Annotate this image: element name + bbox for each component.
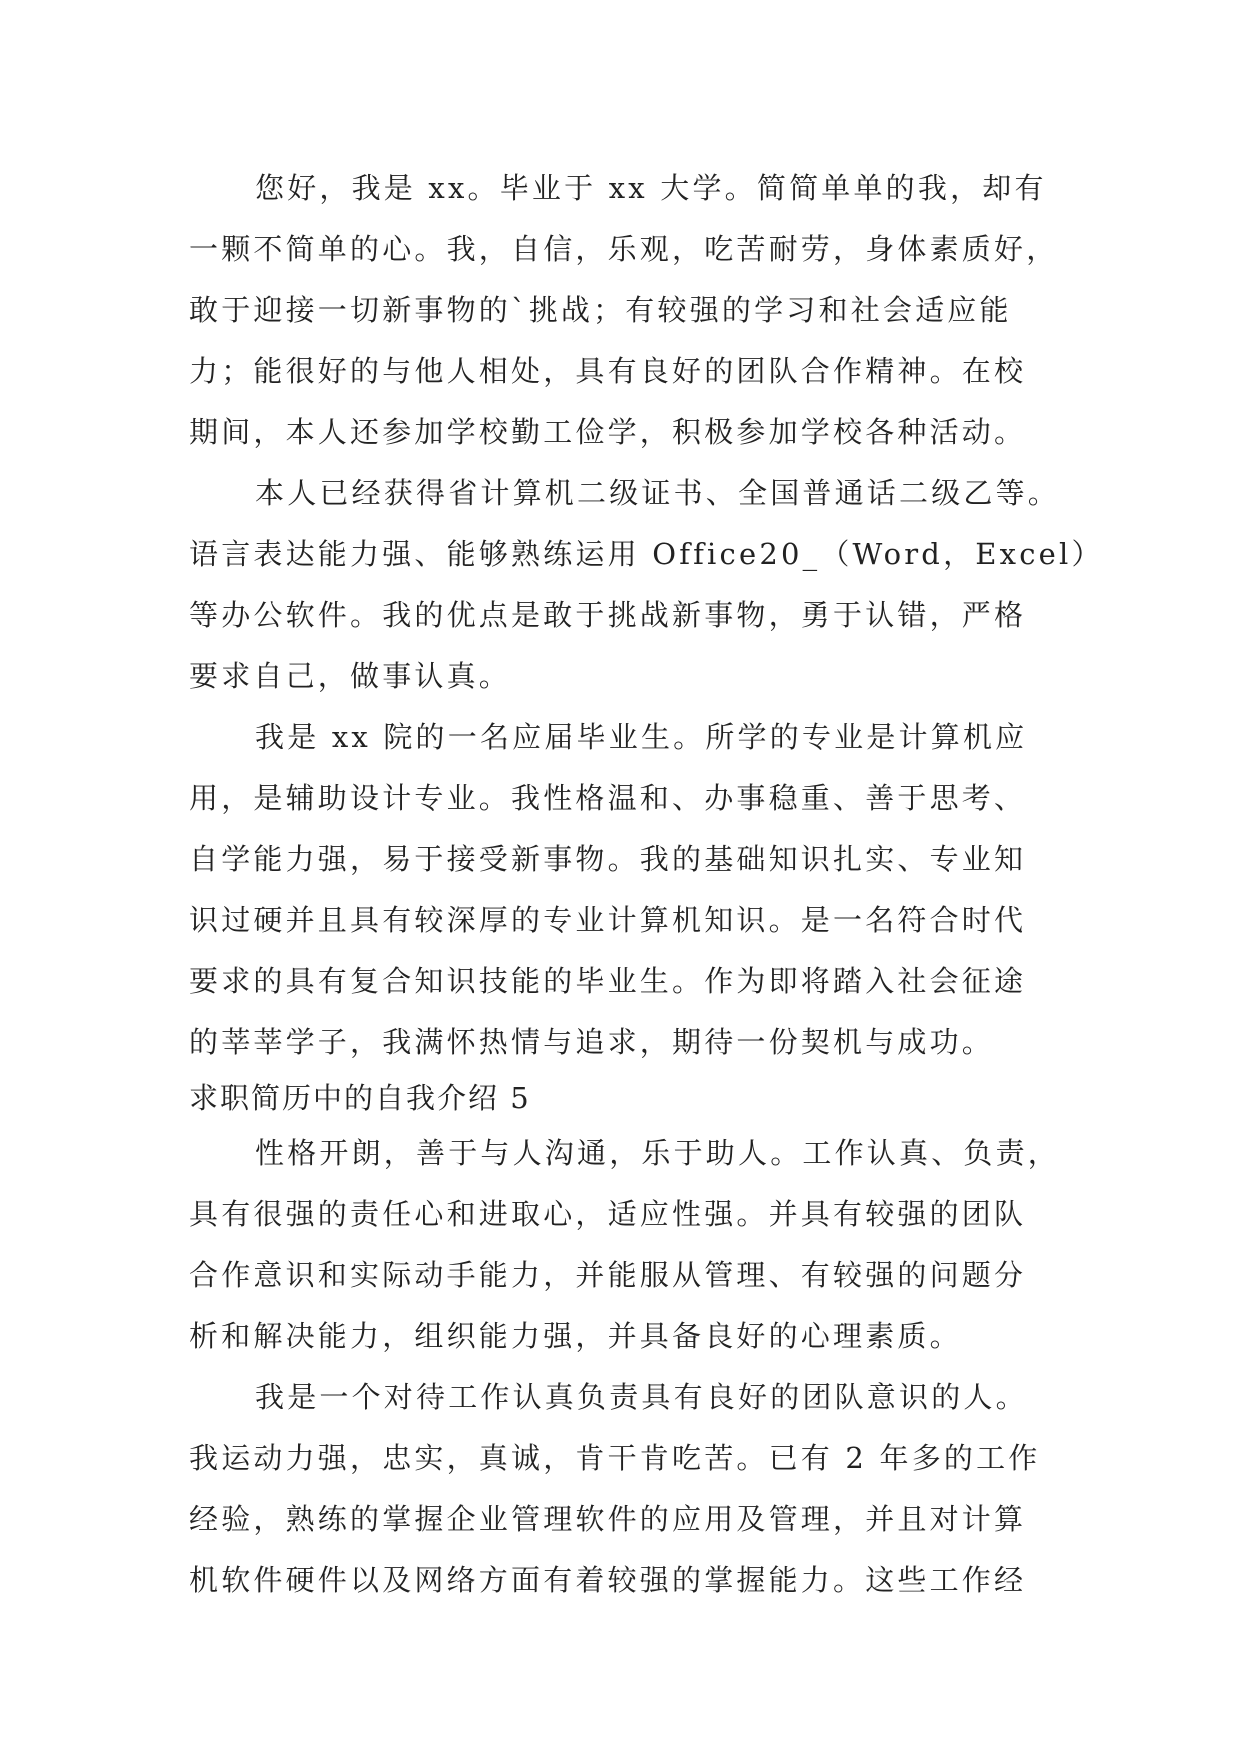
paragraph-line: 性格开朗，善于与人沟通，乐于助人。工作认真、负责， bbox=[255, 1136, 1061, 1170]
section-heading: 求职简历中的自我介绍 5 bbox=[189, 1081, 531, 1115]
paragraph-line: 析和解决能力，组织能力强，并具备良好的心理素质。 bbox=[189, 1319, 962, 1353]
paragraph-line: 语言表达能力强、能够熟练运用 Office20_（Word，Excel） bbox=[189, 537, 1104, 571]
paragraph-line: 合作意识和实际动手能力，并能服从管理、有较强的问题分 bbox=[189, 1258, 1027, 1292]
paragraph-line: 我是 xx 院的一名应届毕业生。所学的专业是计算机应 bbox=[255, 720, 1028, 754]
paragraph-2 bbox=[189, 463, 1104, 707]
paragraph-line: 等办公软件。我的优点是敢于挑战新事物，勇于认错，严格 bbox=[189, 598, 1027, 632]
paragraph-line: 具有很强的责任心和进取心，适应性强。并具有较强的团队 bbox=[189, 1197, 1027, 1231]
paragraph-3 bbox=[189, 707, 1069, 1073]
paragraph-line: 要求自己，做事认真。 bbox=[189, 659, 512, 693]
paragraph-line: 我运动力强，忠实，真诚，肯干肯吃苦。已有 2 年多的工作 bbox=[189, 1441, 1041, 1475]
paragraph-line: 本人已经获得省计算机二级证书、全国普通话二级乙等。 bbox=[255, 476, 1061, 510]
paragraph-line: 用，是辅助设计专业。我性格温和、办事稳重、善于思考、 bbox=[189, 781, 1027, 815]
paragraph-line: 的莘莘学子，我满怀热情与追求，期待一份契机与成功。 bbox=[189, 1025, 995, 1059]
paragraph-line: 敢于迎接一切新事物的`挑战；有较强的学习和社会适应能 bbox=[189, 293, 1012, 327]
paragraph-line: 力；能很好的与他人相处，具有良好的团队合作精神。在校 bbox=[189, 354, 1027, 388]
paragraph-1 bbox=[189, 158, 1069, 463]
paragraph-5 bbox=[189, 1367, 1069, 1611]
paragraph-line: 我是一个对待工作认真负责具有良好的团队意识的人。 bbox=[255, 1380, 1028, 1414]
paragraph-line: 机软件硬件以及网络方面有着较强的掌握能力。这些工作经 bbox=[189, 1563, 1027, 1597]
paragraph-line: 要求的具有复合知识技能的毕业生。作为即将踏入社会征途 bbox=[189, 964, 1027, 998]
paragraph-line: 您好，我是 xx。毕业于 xx 大学。简简单单的我，却有 bbox=[255, 171, 1047, 205]
document-body bbox=[189, 158, 1104, 1611]
paragraph-line: 自学能力强，易于接受新事物。我的基础知识扎实、专业知 bbox=[189, 842, 1027, 876]
paragraph-4 bbox=[189, 1123, 1069, 1367]
paragraph-line: 一颗不简单的心。我，自信，乐观，吃苦耐劳，身体素质好， bbox=[189, 232, 1059, 266]
paragraph-line: 期间，本人还参加学校勤工俭学，积极参加学校各种活动。 bbox=[189, 415, 1027, 449]
paragraph-line: 识过硬并且具有较深厚的专业计算机知识。是一名符合时代 bbox=[189, 903, 1027, 937]
paragraph-line: 经验，熟练的掌握企业管理软件的应用及管理，并且对计算 bbox=[189, 1502, 1027, 1536]
